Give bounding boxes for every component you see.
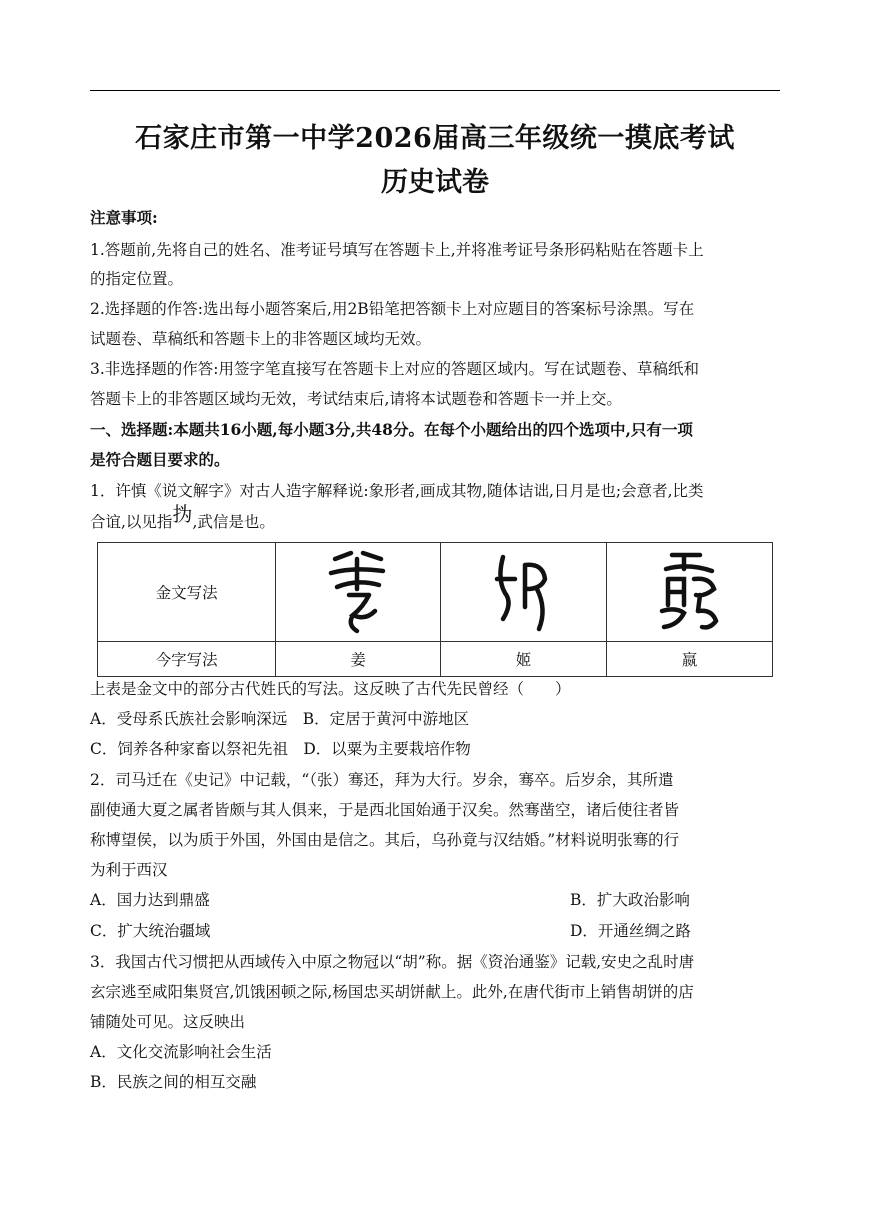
- jinwen-table: [97, 542, 773, 677]
- notice-line: 试题卷、草稿纸和答题卡上的非答题区域均无效。: [90, 330, 432, 348]
- notice-line: 2.选择题的作答:选出每小题答案后,用2B铅笔把答额卡上对应题目的答案标号涂黑。写在: [90, 300, 695, 318]
- section-instruction: 一、选择题:本题共16小题,每小题3分,共48分。在每个小题给出的四个选项中,只有一项: [90, 420, 693, 439]
- question-2-option-b: B．扩大政治影响: [570, 891, 690, 909]
- table-header-modern: 今字写法: [98, 642, 276, 677]
- jinwen-glyph-ji: [441, 543, 607, 642]
- question-2-text: 副使通大夏之属者皆颇与其人俱来，于是西北国始通于汉矣。然骞凿空，诸后使往者皆: [90, 801, 680, 819]
- raised-character: 㧑: [172, 502, 193, 526]
- notice-line: 的指定位置。: [90, 270, 184, 288]
- question-1-options: C．饲养各种家畜以祭祀先祖 D．以粟为主要栽培作物: [90, 740, 471, 758]
- notice-line: 1.答题前,先将自己的姓名、准考证号填写在答题卡上,并将准考证号条形码粘贴在答题卡上: [90, 241, 704, 259]
- jinwen-glyph-jiang: [276, 543, 441, 642]
- question-2-option-a: A．国力达到鼎盛: [90, 891, 210, 909]
- question-3-option-b: B．民族之间的相互交融: [90, 1073, 257, 1091]
- jinwen-glyph-ying: [607, 543, 773, 642]
- question-3-option-a: A．文化交流影响社会生活: [90, 1043, 272, 1061]
- notice-line: 3.非选择题的作答:用签字笔直接写在答题卡上对应的答题区域内。写在试题卷、草稿纸和: [90, 360, 700, 378]
- modern-char-ying: 嬴: [607, 642, 773, 677]
- exam-subtitle: 历史试卷: [381, 167, 489, 198]
- question-2-text: 2．司马迁在《史记》中记载，“（张）骞还，拜为大行。岁余，骞卒。后岁余，其所遣: [90, 771, 674, 789]
- modern-char-jiang: 姜: [276, 642, 441, 677]
- question-2-text: 为利于西汉: [90, 861, 168, 879]
- question-2-text: 称博望侯，以为质于外国，外国由是信之。其后，乌孙竟与汉结婚。”材料说明张骞的行: [90, 831, 680, 849]
- question-1-text: 合谊,以见指㧑,武信是也。: [90, 502, 275, 531]
- question-1-text: 1．许慎《说文解字》对古人造字解释说:象形者,画成其物,随体诘诎,日月是也;会意者,比类: [90, 482, 704, 500]
- question-3-text: 玄宗逃至咸阳集贤宫,饥饿困顿之际,杨国忠买胡饼献上。此外,在唐代街市上销售胡饼的店: [90, 983, 694, 1001]
- question-3-text: 3．我国古代习惯把从西域传入中原之物冠以“胡”称。据《资治通鉴》记载,安史之乱时唐: [90, 953, 695, 971]
- notice-heading: 注意事项:: [90, 208, 158, 227]
- section-instruction: 是符合题目要求的。: [90, 450, 230, 469]
- table-header-jinwen: 金文写法: [98, 543, 276, 642]
- modern-char-ji: 姬: [441, 642, 607, 677]
- question-1-options: A．受母系氏族社会影响深远 B．定居于黄河中游地区: [90, 710, 470, 728]
- top-rule: [90, 90, 780, 91]
- question-1-stem: 上表是金文中的部分古代姓氏的写法。这反映了古代先民曾经（ ）: [90, 680, 571, 698]
- exam-title: 石家庄市第一中学2026届高三年级统一摸底考试: [135, 123, 735, 154]
- question-2-option-c: C．扩大统治疆域: [90, 922, 211, 940]
- question-3-text: 铺随处可见。这反映出: [90, 1013, 246, 1031]
- question-2-option-d: D．开通丝绸之路: [570, 922, 691, 940]
- notice-line: 答题卡上的非答题区域均无效，考试结束后,请将本试题卷和答题卡一并上交。: [90, 390, 622, 408]
